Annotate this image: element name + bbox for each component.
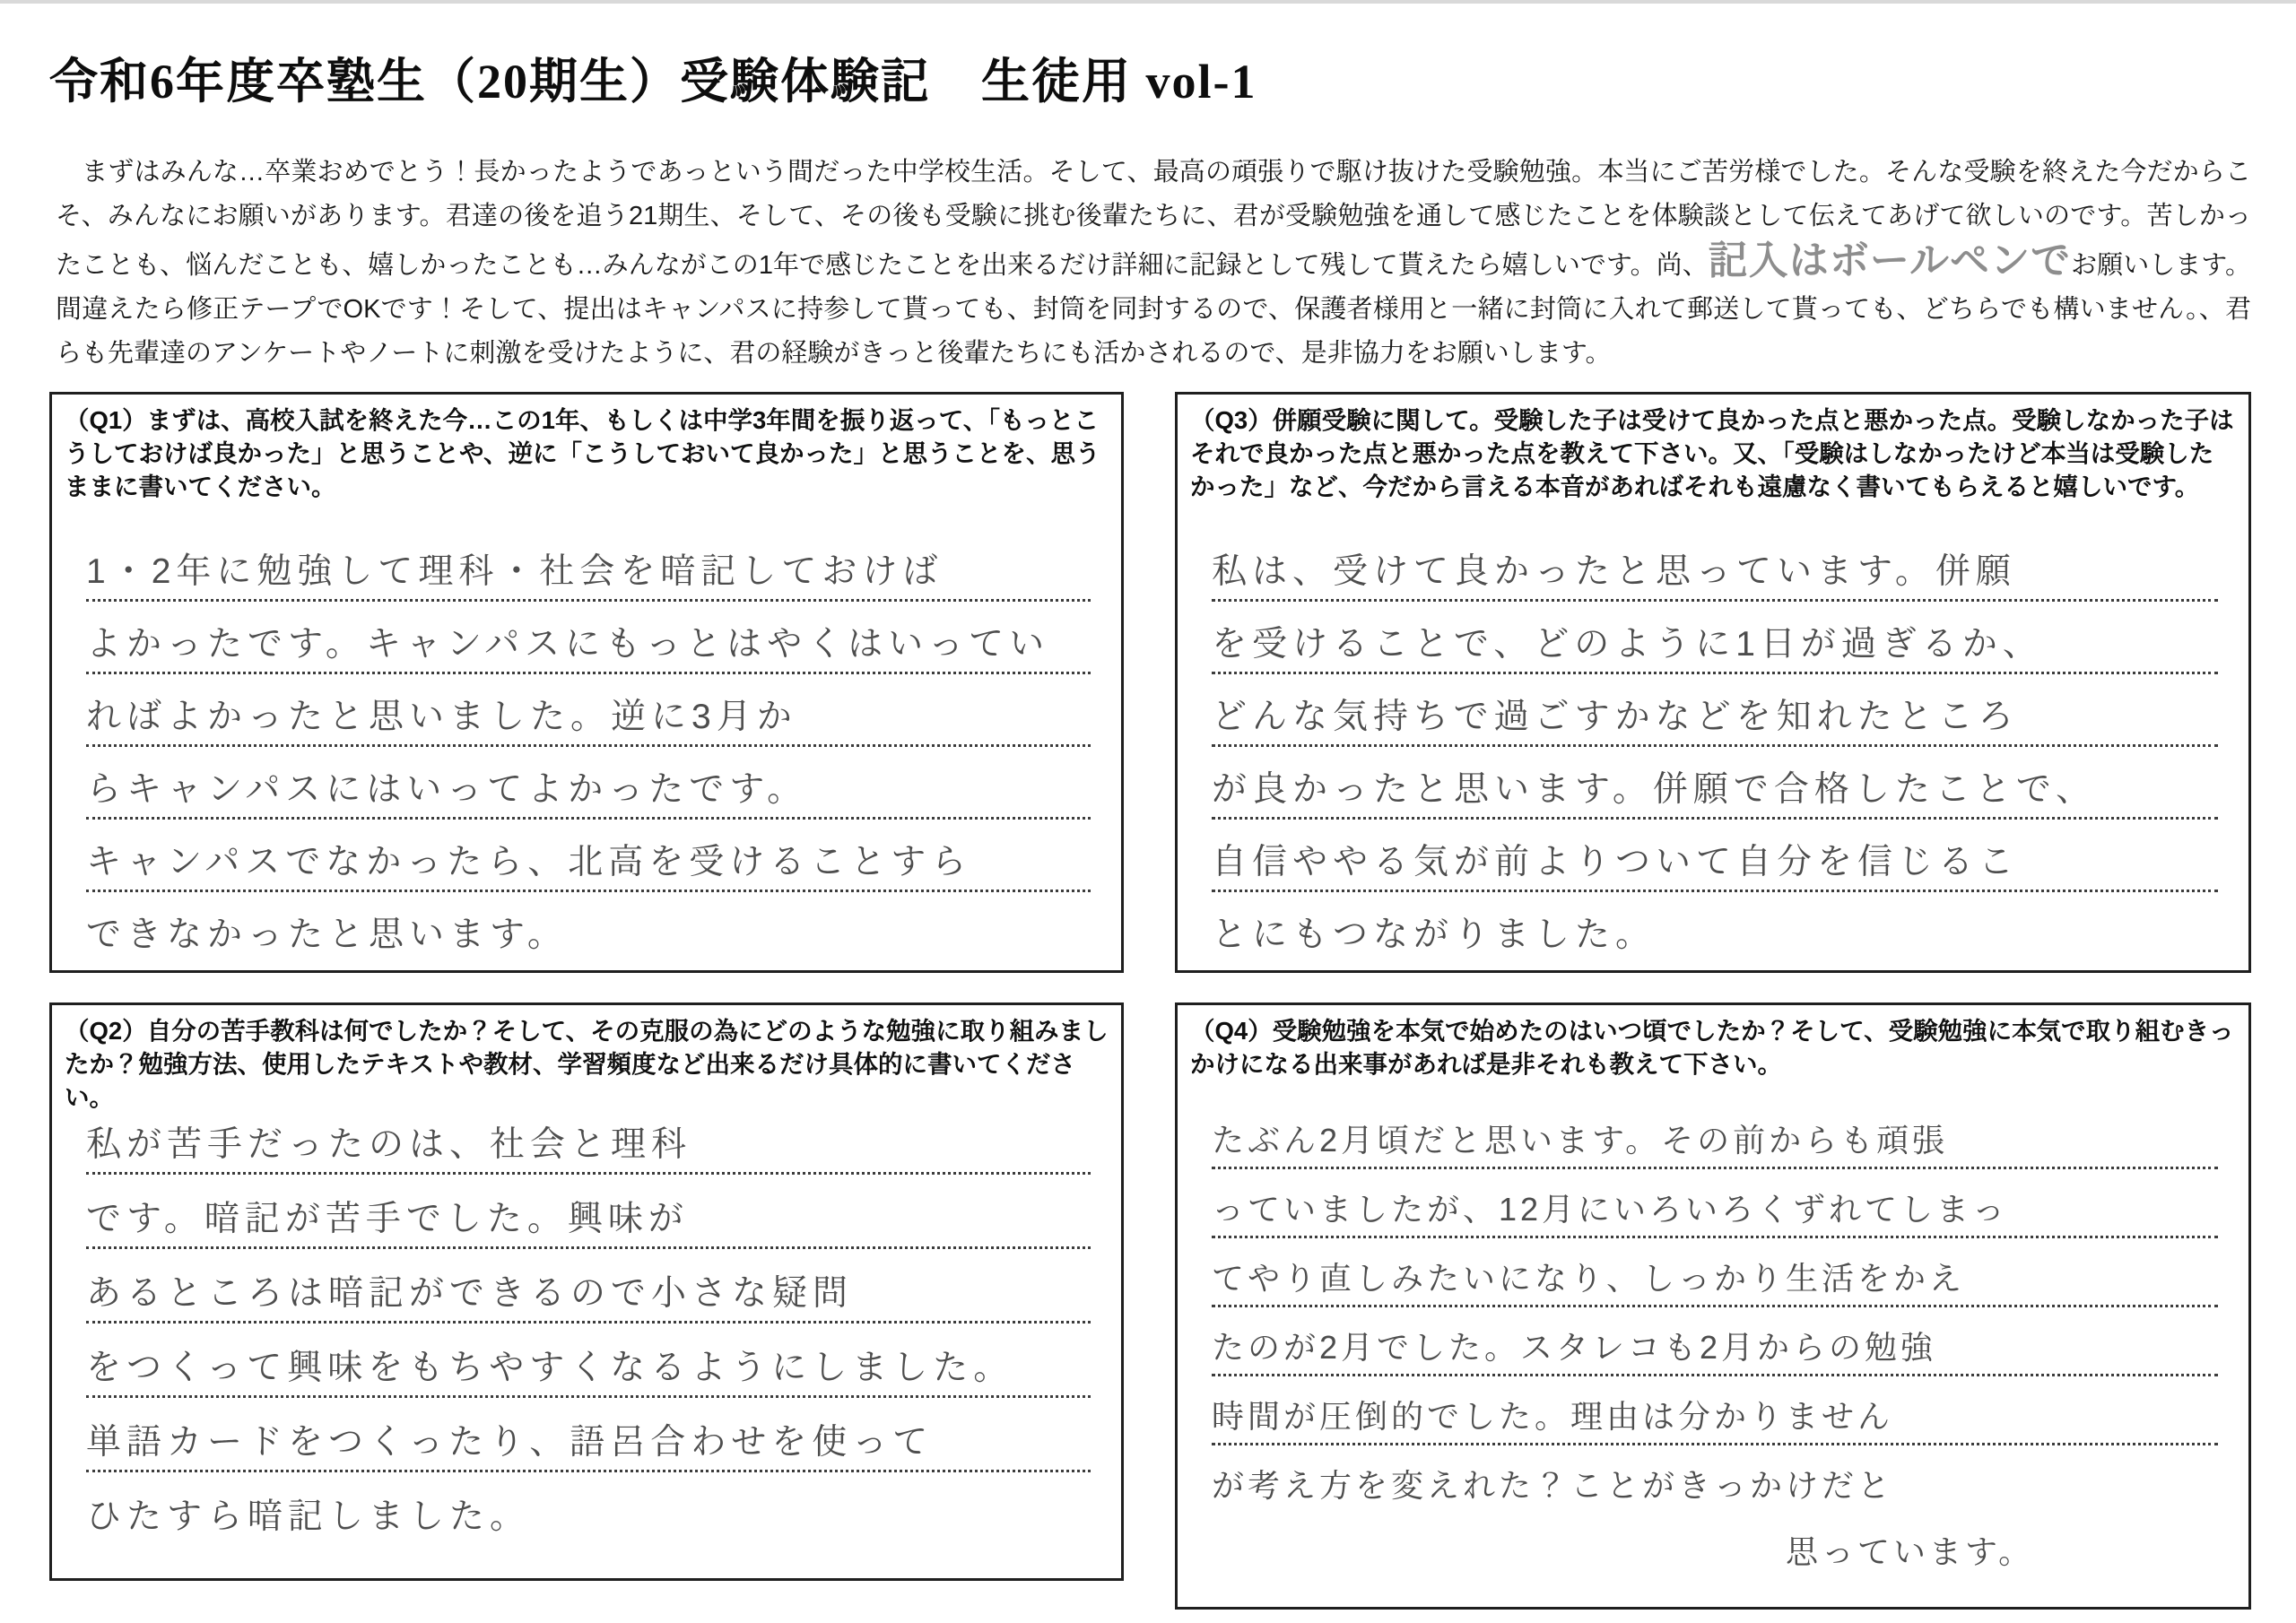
handwritten-line: てやり直しみたいになり、しっかり生活をかえ	[1212, 1238, 2218, 1307]
q1-handwritten-answer	[52, 529, 1121, 962]
intro-ballpen-emphasis: 記入はボールペンで	[1708, 239, 2072, 282]
intro-text-part2: お願いします。間違えたら修正テープでOKです！そして、提出はキャンパスに持参して貰っても、封筒を同封するので、保護者様用と一緒に封筒に入れて郵送して貰っても、どちらでも構いません。、君らも先輩達のアンケートやノートに刺激を受けたように、君の経験がきっと後輩たちにも活かされるので、是非協力をお願いします。	[56, 251, 2252, 368]
handwritten-line: とにもつながりました。	[1212, 916, 1657, 954]
intro-text-part1: まずはみんな…卒業おめでとう！長かったようであっという間だった中学校生活。そして、最高の頑張りで駆け抜けた受験勉強。本当にご苦労様でした。そんな受験を終えた今だからこそ、みんなにお願いがあります。君達の後を追う21期生、そして、その後も受験に挑む後輩たちに、君が受験勉強を通して感じたことを体験談として伝えてあげて欲しいのです。苦しかったことも、悩んだことも、嬉しかったことも…みんながこの1年で感じたことを出来るだけ詳細に記録として残して貰えたら嬉しいです。尚、	[56, 158, 2251, 280]
handwritten-line: 私は、受けて良かったと思っています。併願	[1212, 529, 2218, 602]
handwritten-line: たのが2月でした。スタレコも2月からの勉強	[1212, 1307, 2218, 1376]
handwritten-line: が良かったと思います。併願で合格したことで、	[1212, 747, 2218, 820]
handwritten-line: が考え方を変えれた？ことがきっかけだと	[1212, 1467, 1894, 1504]
q1-question-text: （Q1）まずは、高校入試を終えた今…この1年、もしくは中学3年間を振り返って、「もっとこうしておけば良かった」と思うことや、逆に「こうしておいて良かった」と思うことを、思うままに書いてください。	[65, 406, 1100, 500]
handwritten-line: らキャンパスにはいってよかったです。	[86, 747, 1091, 820]
handwritten-line: を受けることで、どのように1日が過ぎるか、	[1212, 602, 2218, 674]
handwritten-line: よかったです。キャンパスにもっとはやくはいってい	[86, 602, 1091, 674]
handwritten-line: 自信ややる気が前よりついて自分を信じるこ	[1212, 820, 2218, 892]
handwritten-line: っていましたが、12月にいろいろくずれてしまっ	[1212, 1169, 2218, 1238]
q2-handwritten-answer	[52, 1100, 1121, 1544]
handwritten-line: あるところは暗記ができるので小さな疑問	[86, 1249, 1091, 1324]
q2-question-text: （Q2）自分の苦手教科は何でしたか？そして、その克服の為にどのような勉強に取り組みましたか？勉強方法、使用したテキストや教材、学習頻度など出来るだけ具体的に書いてください。	[65, 1017, 1109, 1111]
handwritten-line: たぶん2月頃だと思います。その前からも頑張	[1212, 1100, 2218, 1169]
handwritten-line: できなかったと思います。	[86, 916, 568, 954]
q4-question-text: （Q4）受験勉強を本気で始めたのはいつ頃でしたか？そして、受験勉強に本気で取り組むきっかけになる出来事があれば是非それも教えて下さい。	[1190, 1017, 2234, 1078]
handwritten-line: 私が苦手だったのは、社会と理科	[86, 1100, 1091, 1175]
question-box-q2	[49, 1002, 1124, 1581]
handwritten-line: 思っています。	[1786, 1533, 2035, 1570]
question-box-q1	[49, 392, 1124, 973]
question-box-q4	[1175, 1002, 2251, 1610]
page-title: 令和6年度卒塾生（20期生）受験体験記 生徒用 vol-1	[49, 55, 1257, 108]
q3-question-text: （Q3）併願受験に関して。受験した子は受けて良かった点と悪かった点。受験しなかった子はそれで良かった点と悪かった点を教えて下さい。又、「受験はしなかったけど本当は受験したかった」など、今だから言える本音があればそれも遠慮なく書いてもらえると嬉しいです。	[1190, 406, 2234, 500]
q4-handwritten-answer	[1178, 1100, 2248, 1578]
handwritten-line: ひたすら暗記しました。	[86, 1497, 531, 1536]
question-box-q3	[1175, 392, 2251, 973]
handwritten-line: キャンパスでなかったら、北高を受けることすら	[86, 820, 1091, 892]
handwritten-line: 時間が圧倒的でした。理由は分かりません	[1212, 1376, 2218, 1445]
handwritten-line: 1・2年に勉強して理科・社会を暗記しておけば	[86, 529, 1091, 602]
handwritten-line: をつくって興味をもちやすくなるようにしました。	[86, 1324, 1091, 1398]
scan-edge	[0, 0, 2296, 4]
q3-handwritten-answer	[1178, 529, 2248, 962]
handwritten-line: です。暗記が苦手でした。興味が	[86, 1175, 1091, 1249]
handwritten-line: 単語カードをつくったり、語呂合わせを使って	[86, 1398, 1091, 1472]
handwritten-line: ればよかったと思いました。逆に3月か	[86, 674, 1091, 747]
handwritten-line: どんな気持ちで過ごすかなどを知れたところ	[1212, 674, 2218, 747]
intro-paragraph	[56, 151, 2251, 376]
